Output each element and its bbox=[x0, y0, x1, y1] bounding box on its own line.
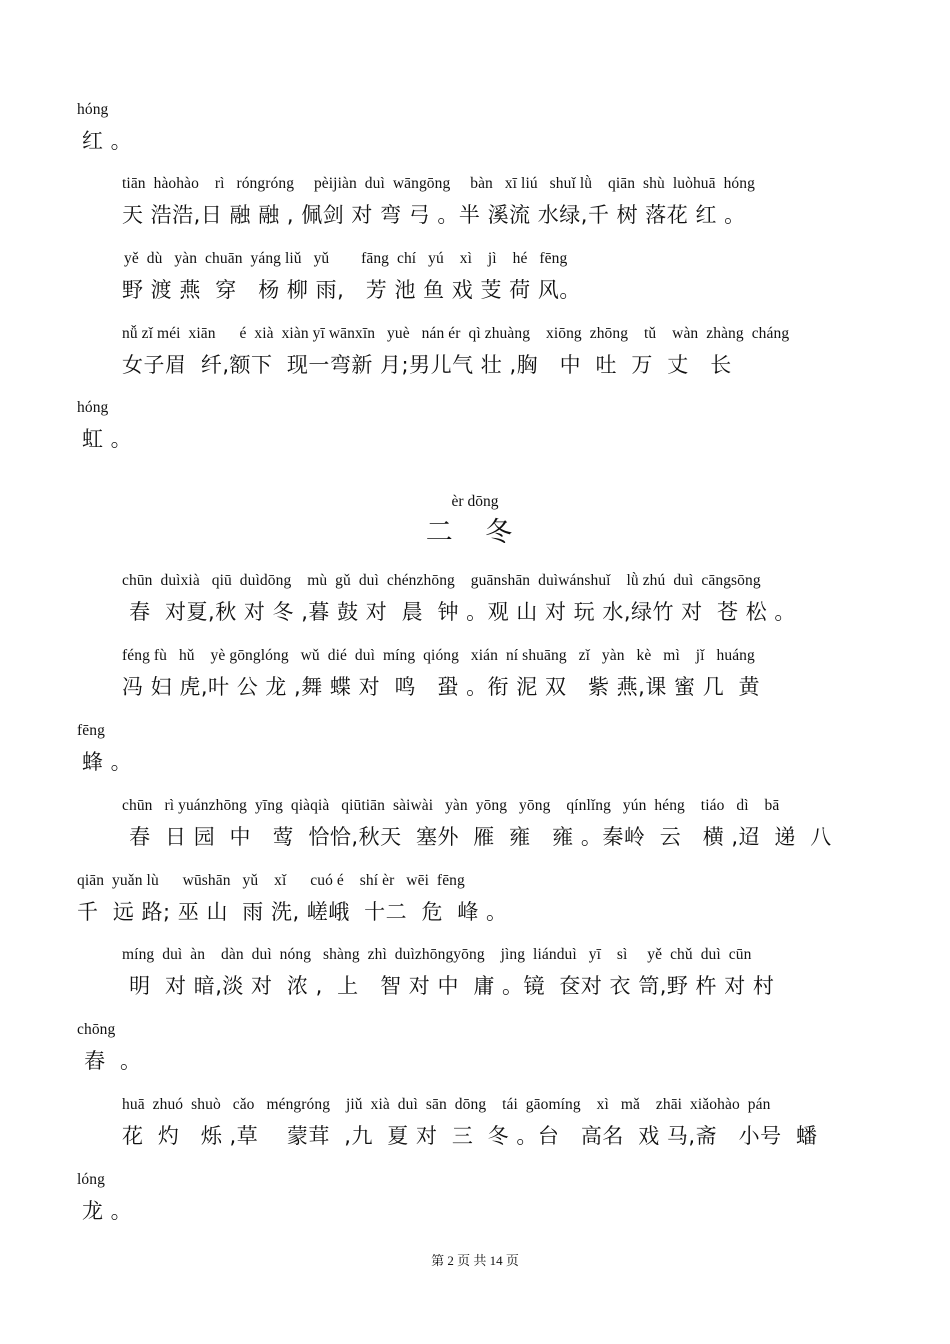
hanzi-line: 龙 。 bbox=[82, 1199, 133, 1223]
pinyin-line: hóng bbox=[77, 101, 109, 118]
pinyin-line: lóng bbox=[77, 1171, 105, 1188]
section-title-pinyin: èr dōng bbox=[451, 493, 499, 510]
hanzi-line: 千 远 路; 巫 山 雨 洗, 嵯峨 十二 危 峰 。 bbox=[77, 900, 508, 924]
pinyin-line: chōng bbox=[77, 1021, 116, 1038]
pinyin-line: huā zhuó shuò cǎo méngróng jiǔ xià duì sān dōng tái gāomíng xì mǎ zhāi xiǎohào pán bbox=[122, 1096, 771, 1113]
pinyin-line: míng duì àn dàn duì nóng shàng zhì duìzhōngyōng jìng liánduì yī sì yě chǔ duì cūn bbox=[122, 946, 752, 963]
hanzi-line: 明 对 暗,淡 对 浓 , 上 智 对 中 庸 。镜 奁对 衣 笥,野 杵 对 村 bbox=[122, 974, 775, 998]
pinyin-line: hóng bbox=[77, 399, 109, 416]
hanzi-line: 春 对夏,秋 对 冬 ,暮 鼓 对 晨 钟 。观 山 对 玩 水,绿竹 对 苍 松 。 bbox=[122, 600, 796, 624]
hanzi-line: 女子眉 纤,额下 现一弯新 月;男儿气 壮 ,胸 中 吐 万 丈 长 bbox=[122, 353, 732, 377]
pinyin-line: féng fù hǔ yè gōnglóng wǔ dié duì míng qióng xián ní shuāng zǐ yàn kè mì jǐ huáng bbox=[122, 647, 755, 664]
page-footer: 第 2 页 共 14 页 bbox=[431, 1253, 519, 1268]
pinyin-line: fēng bbox=[77, 722, 105, 739]
hanzi-line: 花 灼 烁 ,草 蒙茸 ,九 夏 对 三 冬 。台 高名 戏 马,斋 小号 蟠 bbox=[122, 1124, 818, 1148]
pinyin-line: chūn rì yuánzhōng yīng qiàqià qiūtiān sàiwài yàn yōng yōng qínlǐng yún héng tiáo dì bā bbox=[122, 797, 780, 814]
section-title: 二 冬 bbox=[425, 517, 525, 548]
hanzi-line: 红 。 bbox=[82, 129, 133, 153]
pinyin-line: nǚ zǐ méi xiān é xià xiàn yī wānxīn yuè nán ér qì zhuàng xiōng zhōng tǔ wàn zhàng cháng bbox=[122, 325, 790, 342]
pinyin-line: chūn duìxià qiū duìdōng mù gǔ duì chénzhōng guānshān duìwánshuǐ lǜ zhú duì cāngsōng bbox=[122, 572, 761, 589]
hanzi-line: 野 渡 燕 穿 杨 柳 雨, 芳 池 鱼 戏 芰 荷 风。 bbox=[122, 278, 581, 302]
hanzi-line: 冯 妇 虎,叶 公 龙 ,舞 蝶 对 鸣 蛩 。衔 泥 双 紫 燕,课 蜜 几 黄 bbox=[122, 675, 761, 699]
hanzi-line: 蜂 。 bbox=[82, 750, 133, 774]
hanzi-line: 虹 。 bbox=[82, 427, 133, 451]
pinyin-line: qiān yuǎn lù wūshān yǔ xǐ cuó é shí èr wēi fēng bbox=[77, 872, 465, 889]
hanzi-line: 春 日 园 中 莺 恰恰,秋天 塞外 雁 雍 雍 。秦岭 云 横 ,迢 递 八 bbox=[122, 825, 832, 849]
pinyin-line: yě dù yàn chuān yáng liǔ yǔ fāng chí yú xì jì hé fēng bbox=[124, 250, 568, 267]
hanzi-line: 舂 。 bbox=[77, 1049, 142, 1073]
pinyin-line: tiān hàohào rì róngróng pèijiàn duì wāngōng bàn xī liú shuǐ lǜ qiān shù luòhuā hóng bbox=[122, 175, 755, 192]
hanzi-line: 天 浩浩,日 融 融 , 佩剑 对 弯 弓 。半 溪流 水绿,千 树 落花 红 。 bbox=[122, 203, 746, 227]
